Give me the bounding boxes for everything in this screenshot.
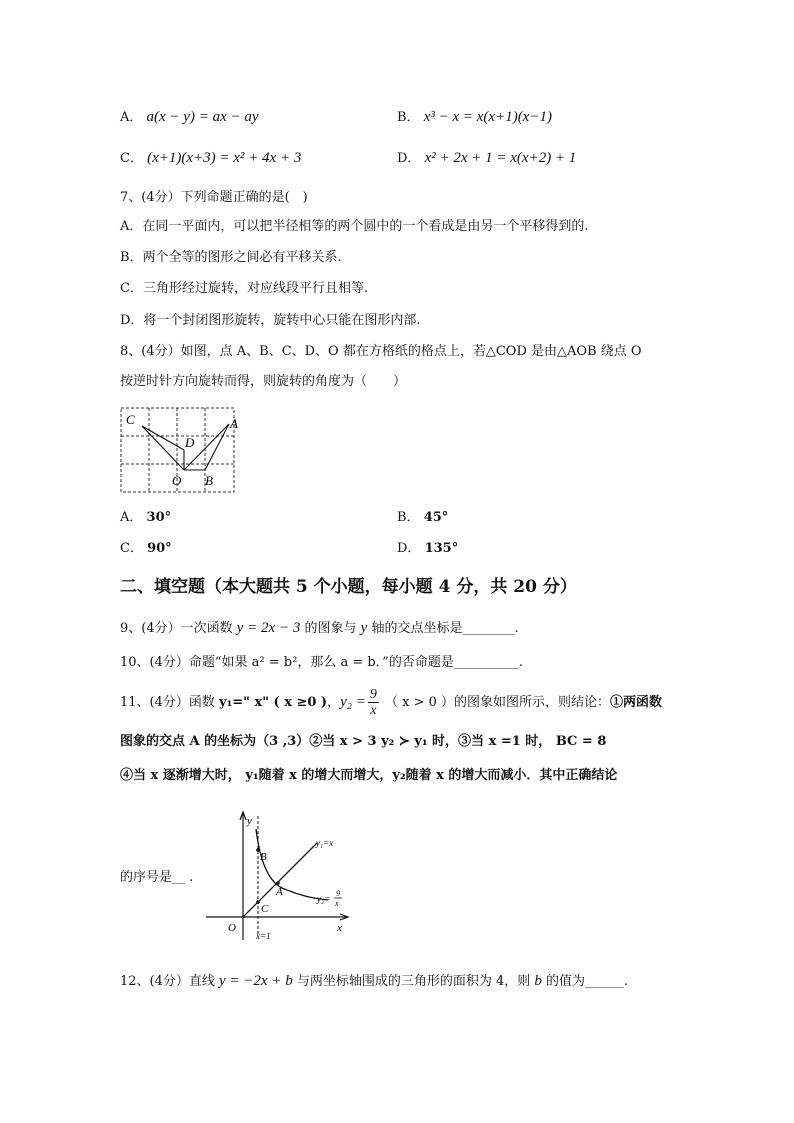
- q11-y1: y₁=" x" ( x ≥0 ): [219, 695, 328, 710]
- label-origin: O: [228, 922, 236, 934]
- q9-text: 的图象与: [304, 621, 357, 636]
- q7-stem: 7、(4分）下列命题正确的是( ): [120, 190, 308, 205]
- label-d: D: [185, 435, 195, 450]
- label-b: B: [205, 473, 213, 488]
- label-c: C: [126, 412, 135, 427]
- option-label: A．: [120, 510, 143, 525]
- q9-expression: y = 2x − 3: [236, 620, 301, 636]
- option-value: 90°: [147, 541, 172, 556]
- q11-text: ，: [327, 695, 341, 710]
- label-x-axis: x: [337, 922, 342, 934]
- option-label: B．: [397, 110, 420, 125]
- option-expression: x³ − x = x(x+1)(x−1): [423, 109, 552, 125]
- label-y2-denominator: x: [335, 899, 339, 908]
- option-label: D．: [397, 151, 421, 166]
- q8-option-c: [120, 540, 172, 558]
- q7-option-d: D．将一个封闭图形旋转，旋转中心只能在图形内部.: [120, 313, 421, 328]
- fraction-numerator: 9: [369, 687, 377, 702]
- label-a: A: [276, 886, 283, 898]
- q9-text: 轴的交点坐标是________.: [371, 621, 519, 636]
- q11-function-graph: [200, 800, 355, 948]
- option-value: 45°: [423, 510, 449, 525]
- label-a: A: [230, 416, 238, 431]
- q8-grid-figure: [112, 402, 252, 498]
- label-y1-equals-x: y₁=x: [316, 838, 334, 848]
- q9: [120, 619, 519, 638]
- q11-line3: ④当 x 逐渐增大时， y₁随着 x 的增大而增大，y₂随着 x 的增大而减小．其中正确结论: [120, 768, 618, 783]
- q11-answer: 的序号是__ .: [120, 870, 194, 885]
- point-a: [276, 881, 280, 885]
- q12: [120, 972, 628, 991]
- q11-text: 11、(4分）函数: [120, 695, 215, 710]
- fraction-denominator: x: [370, 703, 377, 718]
- section-heading: 二、填空题（本大题共 5 个小题，每小题 4 分，共 20 分）: [120, 577, 577, 597]
- label-x-equals-1: x=1: [256, 931, 271, 941]
- axes: [206, 812, 348, 940]
- q11-fraction: [368, 687, 379, 718]
- q9-text: 9、(4分）一次函数: [120, 621, 233, 636]
- q6-option-d: [397, 149, 576, 168]
- q6-option-c: [120, 149, 301, 168]
- q7-option-a: A．在同一平面内，可以把半径相等的两个圆中的一个看成是由另一个平移得到的.: [120, 219, 589, 234]
- label-y-axis: y: [247, 815, 252, 827]
- q9-variable: y: [360, 620, 368, 636]
- q12-expression: y = −2x + b: [219, 973, 293, 989]
- point-c: [256, 900, 260, 904]
- label-b: B: [260, 851, 267, 863]
- q7-option-c: C．三角形经过旋转，对应线段平行且相等.: [120, 281, 369, 296]
- label-o: O: [172, 473, 182, 488]
- option-label: C．: [120, 151, 143, 166]
- q8-option-b: [397, 509, 448, 527]
- q7-option-b: B．两个全等的图形之间必有平移关系.: [120, 250, 342, 265]
- q11-y2-lhs: y₂ =: [340, 694, 366, 710]
- q12-text: 的值为______.: [546, 974, 629, 989]
- q8-option-a: [120, 509, 171, 527]
- label-y2: y₂=: [317, 894, 331, 904]
- q11-text: （ x > 0 ）的图象如图所示，则结论：: [385, 695, 611, 710]
- q8-stem-line2: 按逆时针方向旋转而得，则旋转的角度为（ ）: [120, 374, 407, 389]
- q6-option-a: [120, 108, 259, 127]
- q8-option-d: [397, 540, 458, 558]
- option-value: 135°: [424, 541, 459, 556]
- option-label: A．: [120, 110, 143, 125]
- option-expression: a(x − y) = ax − ay: [146, 109, 259, 125]
- option-value: 30°: [146, 510, 172, 525]
- q11-conclusion-1: ①两函数: [610, 695, 663, 710]
- q12-text: 12、(4分）直线: [120, 974, 215, 989]
- q12-text: 与两坐标轴围成的三角形的面积为 4，则: [296, 974, 531, 989]
- q11-line2: 图象的交点 A 的坐标为（3 ,3）②当 x > 3 y₂ ≻ y₁ 时，③当 x =1 时， BC = 8: [120, 734, 607, 749]
- q6-option-b: [397, 108, 552, 127]
- q12-variable: b: [534, 973, 542, 989]
- option-label: D．: [397, 541, 421, 556]
- option-expression: (x+1)(x+3) = x² + 4x + 3: [147, 150, 302, 166]
- option-label: B．: [397, 510, 420, 525]
- label-y2-numerator: 9: [336, 889, 340, 898]
- q8-stem-line1: 8、(4分）如图，点 A、B、C、D、O 都在方格纸的格点上，若△COD 是由△AOB 绕点 O: [120, 344, 642, 359]
- q10: 10、(4分）命题“如果 a² = b²，那么 a = b．”的否命题是__________.: [120, 655, 523, 670]
- q11-line1: [120, 687, 662, 718]
- line-y1: [243, 843, 317, 917]
- option-label: C．: [120, 541, 143, 556]
- option-expression: x² + 2x + 1 = x(x+2) + 1: [424, 150, 577, 166]
- label-c: C: [261, 903, 269, 915]
